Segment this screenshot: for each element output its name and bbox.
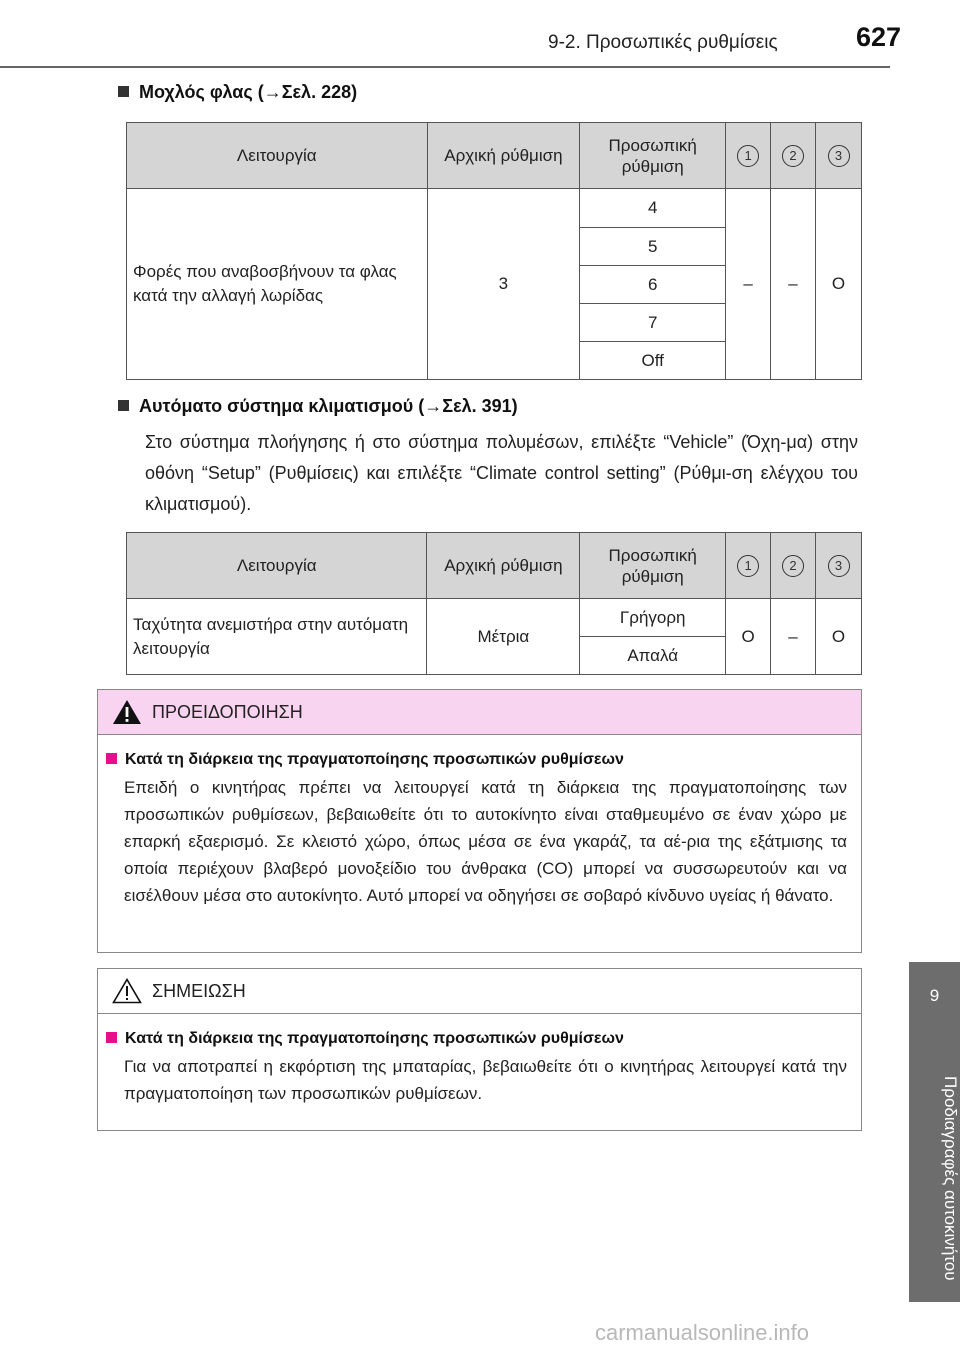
circle-2-icon: 2 xyxy=(782,145,804,167)
page-number: 627 xyxy=(856,22,902,52)
circle-1-icon: 1 xyxy=(737,555,759,577)
climate-paragraph: Στο σύστημα πλοήγησης ή στο σύστημα πολυμέσων, επιλέξτε “Vehicle” (Όχη-μα) στην οθόνη “Setup” (Ρυθμίσεις) και επιλέξτε “Climate control setting” (Ρύθμι-ση ελέγχου του κλιματισμού). xyxy=(145,432,858,514)
col-custom: Προσωπική ρύθμιση xyxy=(580,123,726,189)
turn-signal-table xyxy=(126,122,862,380)
turn-signal-heading-text: Μοχλός φλας (→Σελ. 228) xyxy=(139,82,358,102)
option-cell: 5 xyxy=(580,228,726,266)
circle-1-icon: 1 xyxy=(737,145,759,167)
note-header xyxy=(98,969,861,1014)
bullet-icon xyxy=(118,86,129,97)
bullet-icon xyxy=(118,400,129,411)
climate-heading-text: Αυτόματο σύστημα κλιματισμού (→Σελ. 391) xyxy=(139,396,518,416)
mark-1-cell: O xyxy=(726,599,771,675)
default-cell: Μέτρια xyxy=(427,599,580,675)
note-title: ΣΗΜΕΙΩΣΗ xyxy=(152,980,246,1001)
warning-header xyxy=(98,690,861,735)
option-cell: Off xyxy=(580,342,726,380)
col-3 xyxy=(816,123,862,189)
mark-1-cell: – xyxy=(726,189,771,380)
table-header-row xyxy=(127,533,862,599)
climate-table xyxy=(126,532,862,675)
chapter-label: Προδιαγραφές αυτοκινήτου xyxy=(941,1075,960,1281)
option-cell: 4 xyxy=(580,189,726,228)
col-2 xyxy=(771,123,816,189)
chapter-number: 9 xyxy=(929,986,940,1005)
option-cell: Γρήγορη xyxy=(580,599,726,637)
function-cell: Φορές που αναβοσβήνουν τα φλας κατά την αλλαγή λωρίδας xyxy=(127,189,428,380)
circle-3-icon: 3 xyxy=(828,555,850,577)
warning-box xyxy=(97,689,862,953)
note-box xyxy=(97,968,862,1131)
mark-3-cell: O xyxy=(816,189,862,380)
circle-2-icon: 2 xyxy=(782,555,804,577)
table-row xyxy=(127,599,862,637)
warning-subtitle-text: Κατά τη διάρκεια της πραγματοποίησης προσωπικών ρυθμίσεων xyxy=(125,751,624,768)
warning-title: ΠΡΟΕΙΔΟΠΟΙΗΣΗ xyxy=(152,701,303,722)
function-cell: Ταχύτητα ανεμιστήρα στην αυτόματη λειτουργία xyxy=(127,599,427,675)
caution-outline-icon xyxy=(112,978,142,1004)
col-3 xyxy=(816,533,862,599)
mark-2-cell: – xyxy=(771,599,816,675)
col-function: Λειτουργία xyxy=(127,123,428,189)
col-1 xyxy=(726,123,771,189)
col-1 xyxy=(726,533,771,599)
warning-icon xyxy=(112,699,142,725)
note-text: Για να αποτραπεί η εκφόρτιση της μπαταρίας, βεβαιωθείτε ότι ο κινητήρας λειτουργεί κατά την πραγματοποίηση των προσωπικών ρυθμίσεων. xyxy=(124,1057,847,1103)
col-default: Αρχική ρύθμιση xyxy=(427,533,580,599)
warning-subtitle xyxy=(106,751,853,769)
option-cell: 7 xyxy=(580,304,726,342)
col-2 xyxy=(771,533,816,599)
bullet-icon xyxy=(106,1032,117,1043)
warning-text: Επειδή ο κινητήρας πρέπει να λειτουργεί κατά τη διάρκεια της πραγματοποίησης των προσωπικών ρυθμίσεων, βεβαιωθείτε ότι το αυτοκίνητο είναι σταθμευμένο σε έναν χώρο με επαρκή εξαερισμό. Σε κλειστό χώρο, όπως μέσα σε ένα γκαράζ, τα αέ-ρια της εξάτμισης τα οποία περιέχουν βλαβερό μονοξείδιο του άνθρακα (CO) μπορεί να συσσωρευτούν και να εισέλθουν μέσα στο αυτοκίνητο. Αυτό μπορεί να οδηγήσει σε σοβαρό κίνδυνο υγείας ή θάνατο. xyxy=(124,778,847,905)
default-cell: 3 xyxy=(427,189,580,380)
note-subtitle-text: Κατά τη διάρκεια της πραγματοποίησης προσωπικών ρυθμίσεων xyxy=(125,1030,624,1047)
header-rule xyxy=(0,66,890,68)
climate-heading xyxy=(118,396,518,417)
bullet-icon xyxy=(106,753,117,764)
mark-2-cell: – xyxy=(771,189,816,380)
table-header-row xyxy=(127,123,862,189)
table-row xyxy=(127,189,862,228)
col-custom: Προσωπική ρύθμιση xyxy=(580,533,726,599)
option-cell: 6 xyxy=(580,266,726,304)
note-subtitle xyxy=(106,1030,853,1048)
col-default: Αρχική ρύθμιση xyxy=(427,123,580,189)
option-cell: Απαλά xyxy=(580,637,726,675)
turn-signal-heading xyxy=(118,82,357,103)
col-function: Λειτουργία xyxy=(127,533,427,599)
watermark: carmanualsonline.info xyxy=(595,1320,810,1345)
mark-3-cell: O xyxy=(816,599,862,675)
circle-3-icon: 3 xyxy=(828,145,850,167)
section-title: 9-2. Προσωπικές ρυθμίσεις xyxy=(548,32,778,53)
